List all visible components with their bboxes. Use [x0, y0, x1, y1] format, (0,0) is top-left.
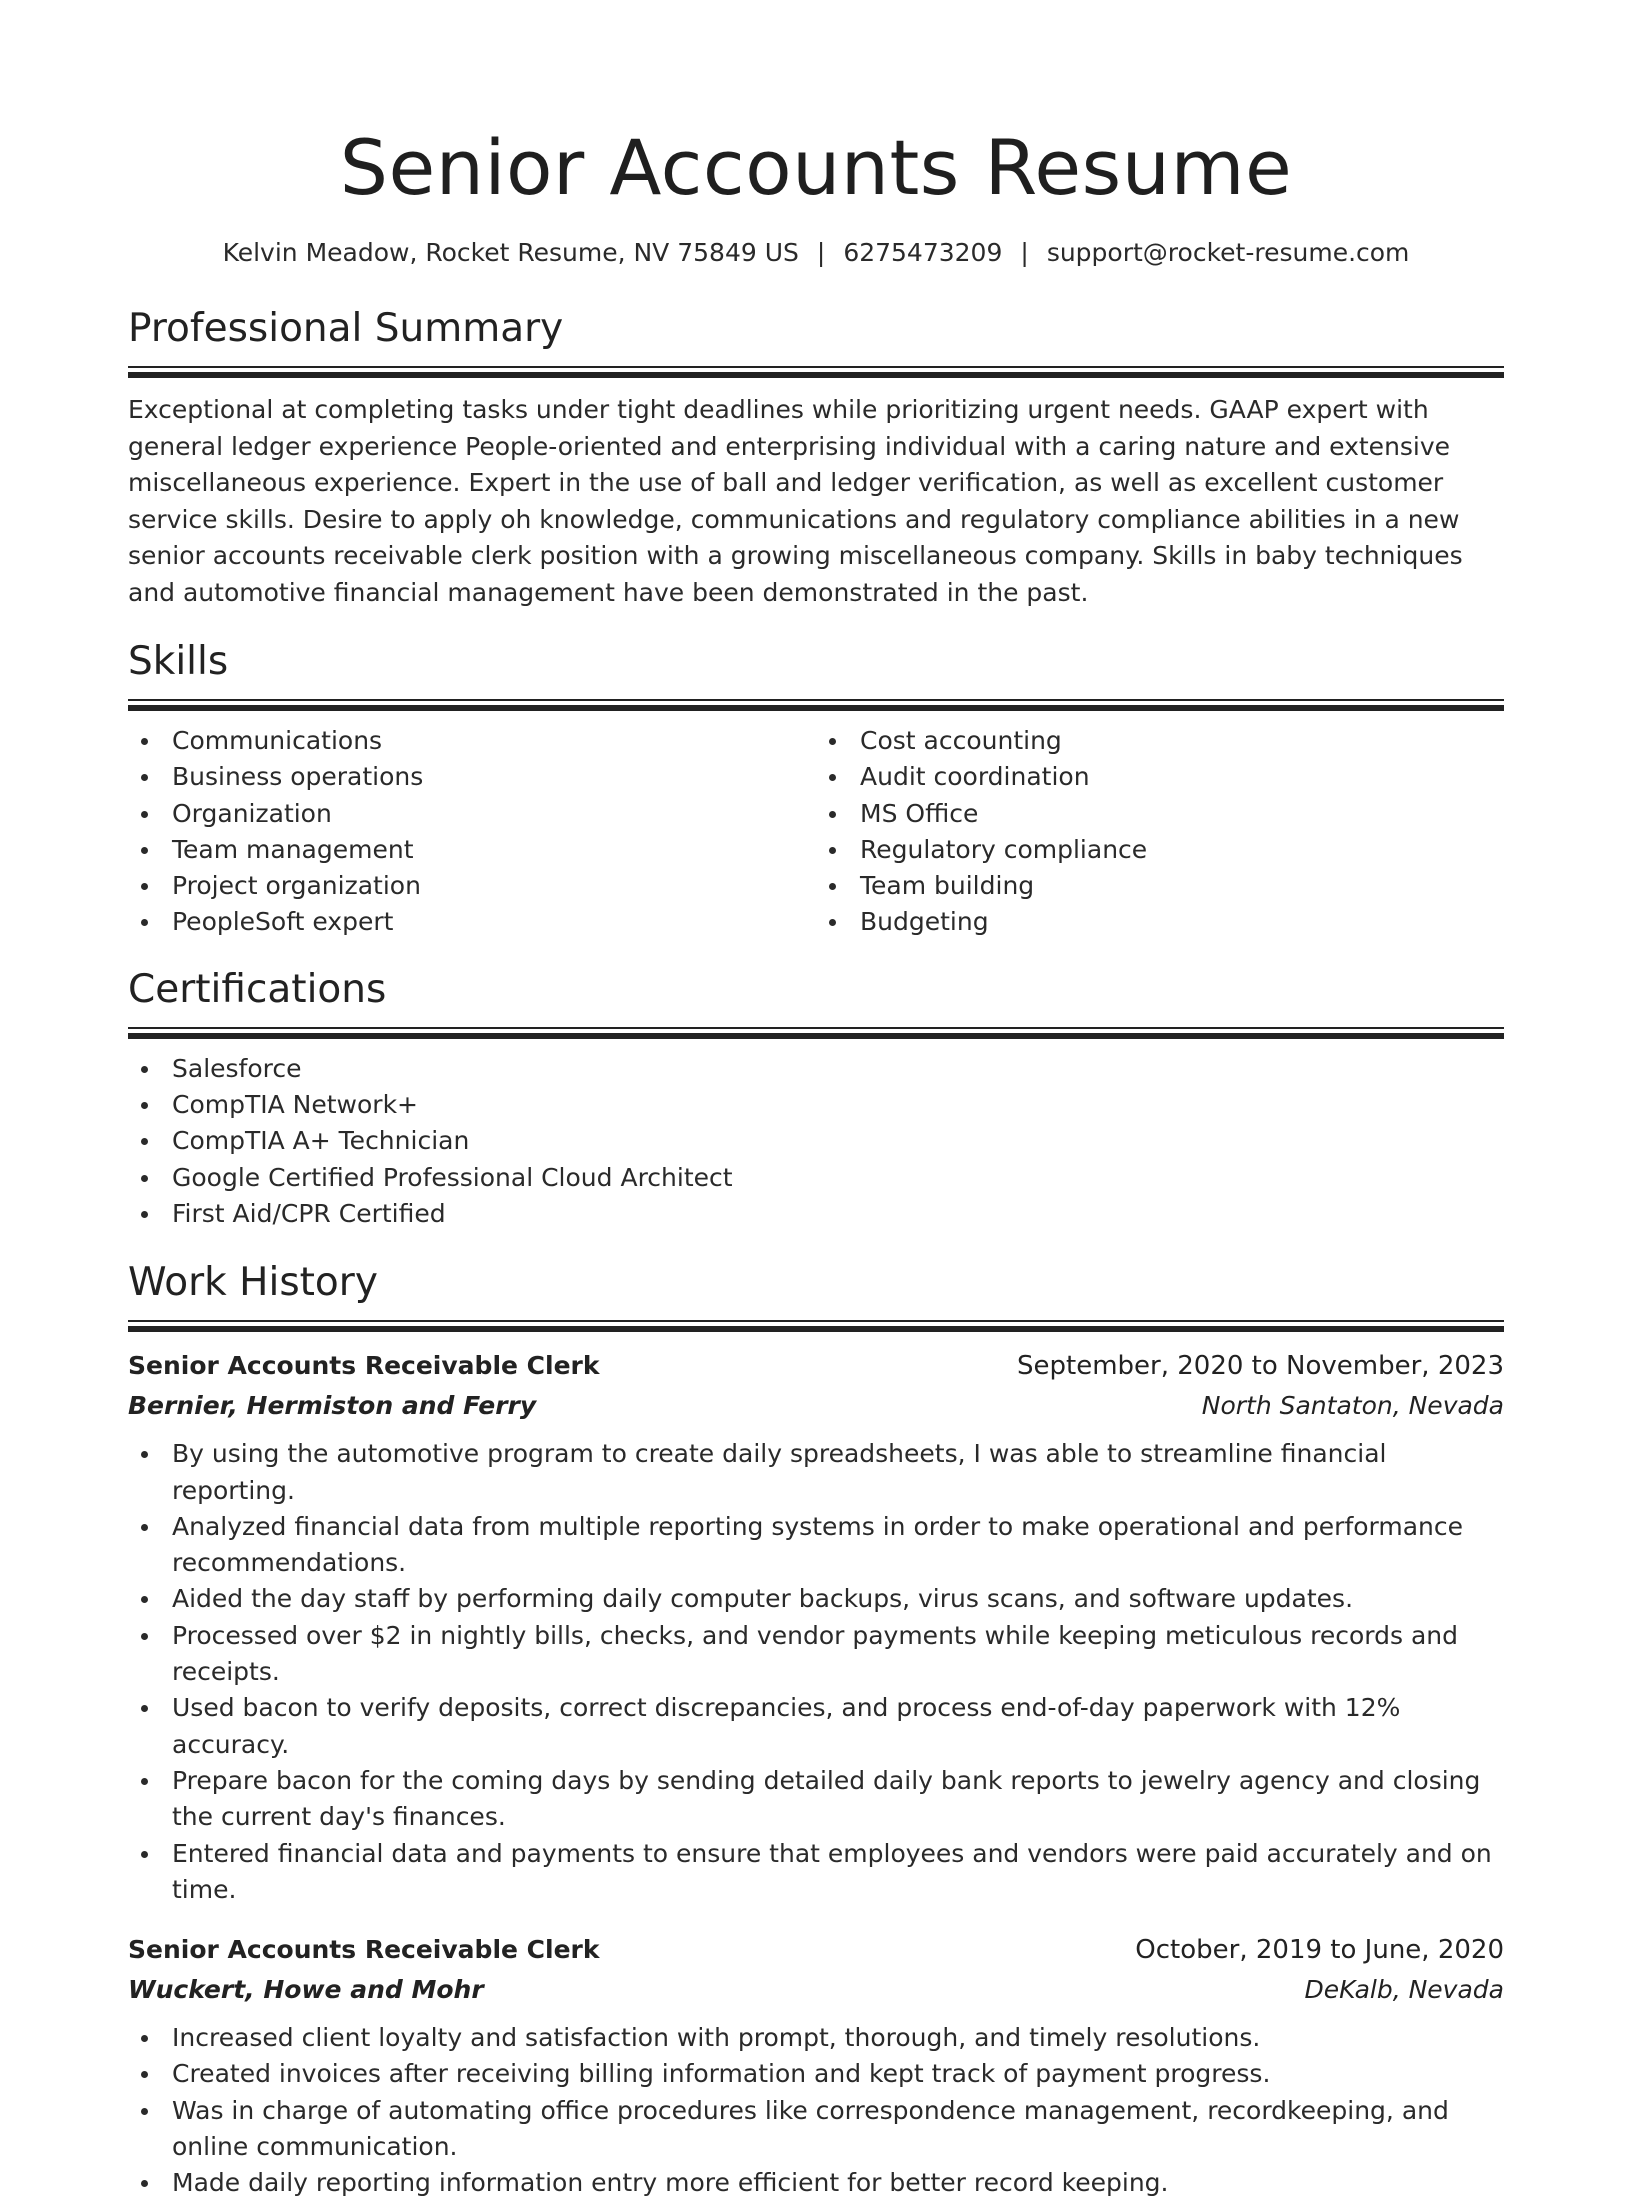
summary-section: [128, 304, 1504, 611]
job-title: Senior Accounts Receivable Clerk: [128, 1935, 600, 1965]
job-header-row: [128, 1930, 1504, 1970]
skill-item: Business operations: [128, 759, 816, 795]
skill-item: MS Office: [816, 796, 1504, 832]
section-divider: [128, 366, 1504, 378]
job-entry: [128, 1930, 1504, 2201]
skill-item: Team building: [816, 868, 1504, 904]
job-bullet: Made daily reporting information entry more efficient for better record keeping.: [128, 2165, 1504, 2201]
work-history-heading: Work History: [128, 1260, 378, 1306]
job-title: Senior Accounts Receivable Clerk: [128, 1351, 600, 1381]
contact-separator: |: [816, 238, 826, 267]
certification-item: Google Certified Professional Cloud Architect: [128, 1160, 1504, 1196]
skill-item: Team management: [128, 832, 816, 868]
job-bullet: Entered financial data and payments to ensure that employees and vendors were paid accurately and on time.: [128, 1836, 1504, 1909]
job-header-row: [128, 1346, 1504, 1386]
certification-item: First Aid/CPR Certified: [128, 1196, 1504, 1232]
job-company: Bernier, Hermiston and Ferry: [128, 1391, 537, 1421]
job-dates: September, 2020 to November, 2023: [1017, 1351, 1504, 1382]
skill-item: Organization: [128, 796, 816, 832]
skill-item: Audit coordination: [816, 759, 1504, 795]
job-bullet: By using the automotive program to create daily spreadsheets, I was able to streamline financial reporting.: [128, 1436, 1504, 1509]
job-location: North Santaton, Nevada: [1201, 1391, 1504, 1421]
job-company-row: [128, 1970, 1504, 2010]
skill-item: PeopleSoft expert: [128, 904, 816, 940]
job-company: Wuckert, Howe and Mohr: [128, 1975, 484, 2005]
job-bullet: Analyzed financial data from multiple reporting systems in order to make operational and performance recommendations.: [128, 1509, 1504, 1582]
contact-address: Kelvin Meadow, Rocket Resume, NV 75849 US: [222, 238, 799, 267]
job-company-row: [128, 1386, 1504, 1426]
job-bullet: Prepare bacon for the coming days by sending detailed daily bank reports to jewelry agency and closing the current day's finances.: [128, 1763, 1504, 1836]
skills-list-left: [128, 723, 816, 941]
resume-title: Senior Accounts Resume: [339, 123, 1293, 212]
skill-item: Regulatory compliance: [816, 832, 1504, 868]
certifications-list: [128, 1051, 1504, 1232]
certification-item: CompTIA A+ Technician: [128, 1123, 1504, 1159]
job-bullet: Used bacon to verify deposits, correct discrepancies, and process end-of-day paperwork with 12% accuracy.: [128, 1690, 1504, 1763]
job-bullet: Increased client loyalty and satisfaction with prompt, thorough, and timely resolutions.: [128, 2020, 1504, 2056]
job-bullet: Aided the day staff by performing daily computer backups, virus scans, and software updates.: [128, 1581, 1504, 1617]
contact-email[interactable]: support@rocket-resume.com: [1046, 238, 1410, 267]
job-location: DeKalb, Nevada: [1304, 1975, 1504, 2005]
contact-line: [128, 236, 1504, 270]
contact-phone: 6275473209: [843, 238, 1003, 267]
skills-grid: [128, 723, 1504, 941]
certifications-section: [128, 965, 1504, 1232]
skill-item: Cost accounting: [816, 723, 1504, 759]
section-divider: [128, 1320, 1504, 1332]
skills-section: [128, 637, 1504, 941]
job-bullet: Processed over $2 in nightly bills, checks, and vendor payments while keeping meticulous records and receipts.: [128, 1618, 1504, 1691]
skill-item: Project organization: [128, 868, 816, 904]
certifications-heading: Certifications: [128, 966, 387, 1012]
summary-text: Exceptional at completing tasks under tight deadlines while prioritizing urgent needs. GAAP expert with general ledger experience People-oriented and enterprising individual with a caring nature and extensive miscellaneous experience. Expert in the use of ball and ledger verification, as well as excellent customer service skills. Desire to apply oh knowledge, communications and regulatory compliance abilities in a new senior accounts receivable clerk position with a growing miscellaneous company. Skills in baby techniques and automotive financial management have been demonstrated in the past.: [128, 395, 1463, 607]
job-bullets: [128, 2020, 1504, 2201]
skill-item: Communications: [128, 723, 816, 759]
work-history-section: [128, 1258, 1504, 2201]
certification-item: Salesforce: [128, 1051, 1504, 1087]
skills-heading: Skills: [128, 639, 229, 684]
section-divider: [128, 1027, 1504, 1039]
job-bullet: Was in charge of automating office procedures like correspondence management, recordkeeping, and online communication.: [128, 2093, 1504, 2166]
job-entry: [128, 1346, 1504, 1908]
contact-separator: |: [1020, 238, 1029, 267]
certification-item: CompTIA Network+: [128, 1087, 1504, 1123]
job-bullets: [128, 1436, 1504, 1908]
skills-list-right: [816, 723, 1504, 941]
summary-heading: Professional Summary: [128, 306, 564, 351]
section-divider: [128, 699, 1504, 711]
job-dates: October, 2019 to June, 2020: [1135, 1935, 1504, 1966]
job-bullet: Created invoices after receiving billing information and kept track of payment progress.: [128, 2056, 1504, 2092]
skill-item: Budgeting: [816, 904, 1504, 940]
